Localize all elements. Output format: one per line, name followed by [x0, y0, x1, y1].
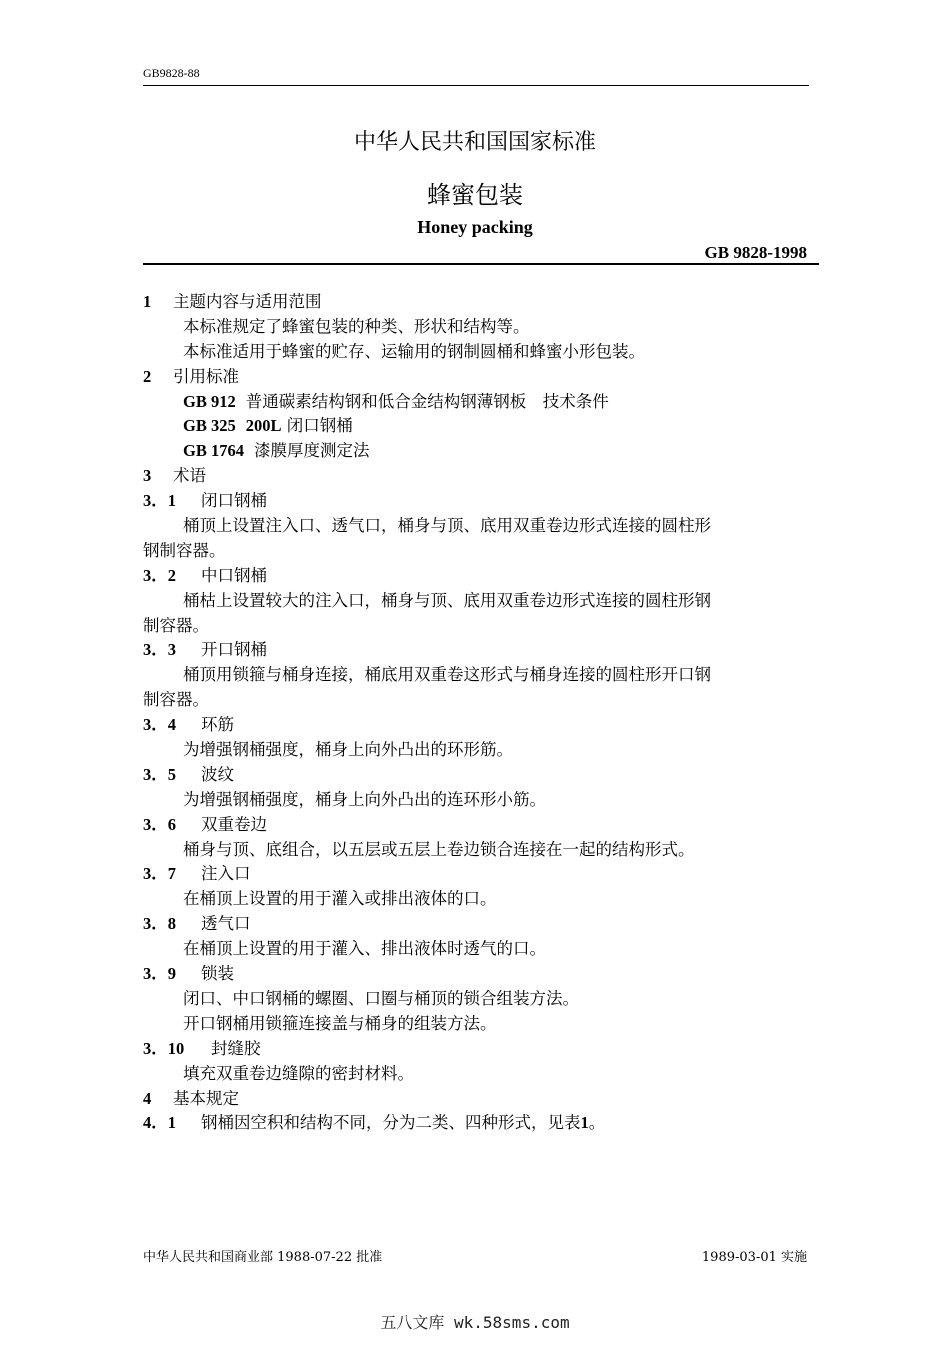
subsection-number: 4．1 — [143, 1113, 176, 1133]
paragraph: 在桶顶上设置的用于灌入或排出液体的口。 — [183, 889, 497, 909]
paragraph: 桶身与顶、底组合，以五层或五层上卷边锁合连接在一起的结构形式。 — [183, 839, 695, 859]
subsection-title: 透气口 — [201, 914, 251, 934]
subsection-title: 封缝胶 — [211, 1038, 261, 1058]
section-heading — [143, 290, 813, 315]
org-title: 中华人民共和国国家标准 — [353, 130, 596, 155]
paragraph-text: 钢桶因空积和结构不同，分为二类、四种形式，见表 — [201, 1113, 581, 1133]
subsection-paragraph — [143, 1111, 813, 1136]
paragraph: 桶顶上设置注入口、透气口，桶身与顶、底用双重卷边形式连接的圆柱形 — [183, 516, 711, 536]
paragraph: 在桶顶上设置的用于灌入、排出液体时透气的口。 — [183, 939, 546, 959]
subsection-number: 3．8 — [143, 914, 176, 934]
paragraph: 开口钢桶用锁箍连接盖与桶身的组装方法。 — [183, 1013, 497, 1033]
subsection-heading — [143, 489, 813, 514]
reference-item — [143, 439, 813, 464]
reference-title: 漆膜厚度测定法 — [253, 441, 370, 461]
watermark-text: 五八文库 wk.58sms.com — [380, 1313, 570, 1332]
section-title: 基本规定 — [173, 1088, 239, 1108]
subsection-heading — [143, 1037, 813, 1062]
section-heading — [143, 365, 813, 390]
subsection-title: 环筋 — [201, 715, 234, 735]
reference-item — [143, 390, 813, 415]
subsection-number: 3．1 — [143, 491, 176, 511]
paragraph: 本标准适用于蜂蜜的贮存、运输用的钢制圆桶和蜂蜜小形包装。 — [183, 341, 645, 361]
subsection-number: 3．3 — [143, 640, 176, 660]
subsection-heading — [143, 862, 813, 887]
header-rule — [143, 85, 809, 86]
paragraph-end: 。 — [588, 1113, 606, 1133]
subsection-number: 3．6 — [143, 814, 176, 834]
reference-title: 闭口钢桶 — [286, 416, 353, 436]
subsection-title: 开口钢桶 — [201, 640, 267, 660]
reference-code: GB 1764 — [183, 441, 244, 461]
paragraph: 本标准规定了蜂蜜包装的种类、形状和结构等。 — [183, 316, 530, 336]
subsection-number: 3．5 — [143, 764, 176, 784]
subsection-title: 闭口钢桶 — [201, 491, 267, 511]
effective-date: 1989-03-01 实施 — [701, 1250, 807, 1265]
section-number: 4 — [143, 1088, 152, 1108]
subsection-heading — [143, 763, 813, 788]
section-number: 3 — [143, 466, 152, 486]
subsection-title: 双重卷边 — [201, 814, 267, 834]
paragraph: 为增强钢桶强度，桶身上向外凸出的连环形小筋。 — [183, 789, 546, 809]
section-number: 1 — [143, 292, 152, 311]
section-heading — [143, 1087, 813, 1112]
subsection-number: 3．10 — [143, 1038, 185, 1058]
subsection-heading — [143, 813, 813, 838]
subsection-title: 注入口 — [201, 864, 251, 884]
section-title: 引用标准 — [173, 366, 239, 386]
reference-code: GB 912 — [183, 391, 236, 411]
document-body — [143, 290, 813, 1136]
section-title: 术语 — [173, 466, 206, 486]
section-title: 主题内容与适用范围 — [173, 292, 322, 311]
table-reference: 1 — [580, 1113, 589, 1133]
paragraph: 桶顶用锁箍与桶身连接，桶底用双重卷这形式与桶身连接的圆柱形开口钢 — [183, 665, 711, 685]
subsection-heading — [143, 638, 813, 663]
subsection-number: 3．9 — [143, 964, 176, 984]
standard-number: GB 9828-1998 — [704, 243, 807, 262]
paragraph: 桶枯上设置较大的注入口，桶身与顶、底用双重卷边形式连接的圆柱形钢 — [183, 590, 711, 610]
paragraph: 闭口、中口钢桶的螺圈、口圈与桶顶的锁合组装方法。 — [183, 988, 579, 1008]
subsection-title: 波纹 — [201, 764, 234, 784]
subsection-heading — [143, 713, 813, 738]
subsection-title: 中口钢桶 — [201, 565, 267, 585]
subsection-number: 3．4 — [143, 715, 176, 735]
subsection-heading — [143, 912, 813, 937]
header-code: GB9828-88 — [143, 66, 200, 80]
subsection-number: 3．2 — [143, 565, 176, 585]
subsection-heading — [143, 564, 813, 589]
subsection-number: 3．7 — [143, 864, 176, 884]
paragraph-continuation: 钢制容器。 — [143, 540, 226, 560]
doc-title: 蜂蜜包装 — [427, 181, 523, 209]
subsection-title: 锁装 — [201, 964, 234, 984]
reference-code: GB 325 — [183, 416, 236, 436]
paragraph-continuation: 制容器。 — [143, 690, 209, 710]
reference-title: 普通碳素结构钢和低合金结构钢薄钢板 技术条件 — [245, 391, 609, 411]
section-heading — [143, 464, 813, 489]
section-number: 2 — [143, 366, 152, 386]
paragraph: 填充双重卷边缝隙的密封材料。 — [183, 1063, 414, 1083]
paragraph-continuation: 制容器。 — [143, 615, 209, 635]
doc-title-en: Honey packing — [417, 217, 533, 237]
paragraph: 为增强钢桶强度，桶身上向外凸出的环形筋。 — [183, 740, 513, 760]
title-rule — [143, 263, 819, 265]
reference-item — [143, 414, 813, 439]
approval-note: 中华人民共和国商业部 1988-07-22 批准 — [143, 1250, 383, 1265]
reference-code-suffix: 200L — [245, 416, 282, 436]
subsection-heading — [143, 962, 813, 987]
